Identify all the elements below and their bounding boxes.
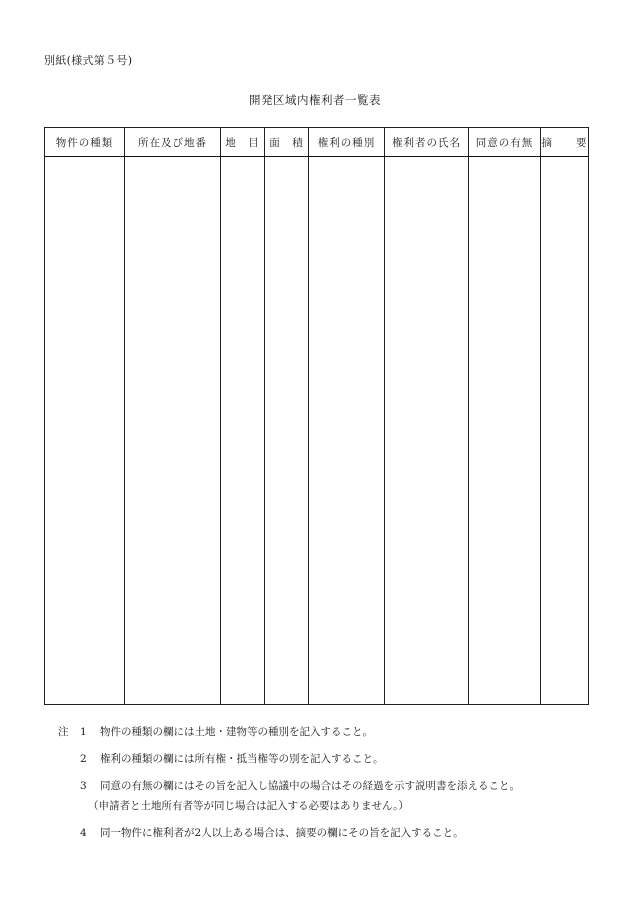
form-number: 別紙(様式第５号) xyxy=(44,54,133,67)
column-header-right-type: 権利の種別 xyxy=(309,128,385,157)
cell-location-lot[interactable] xyxy=(125,157,221,705)
note-3-supplement: （申請者と土地所有者等が同じ場合は記入する必要はありません。） xyxy=(88,800,409,812)
cell-property-type[interactable] xyxy=(45,157,125,705)
note-text: 同意の有無の欄にはその旨を記入し協議中の場合はその経過を示す説明書を添えること。 xyxy=(100,780,520,792)
column-header-location-lot: 所在及び地番 xyxy=(125,128,221,157)
cell-area[interactable] xyxy=(265,157,309,705)
note-item-4 xyxy=(58,825,464,841)
cell-remarks[interactable] xyxy=(541,157,589,705)
document-title: 開発区域内権利者一覧表 xyxy=(249,93,381,107)
note-text: 物件の種類の欄には土地・建物等の種別を記入すること。 xyxy=(100,726,373,738)
cell-consent[interactable] xyxy=(469,157,541,705)
note-number: 1 xyxy=(80,726,87,738)
column-header-remarks: 摘 要 xyxy=(541,128,589,157)
cell-holder-name[interactable] xyxy=(385,157,469,705)
column-header-consent: 同意の有無 xyxy=(469,128,541,157)
note-text: 同一物件に権利者が2人以上ある場合は、摘要の欄にその旨を記入すること。 xyxy=(100,827,464,839)
column-header-holder-name: 権利者の氏名 xyxy=(385,128,469,157)
rights-holder-table xyxy=(44,127,589,705)
table-body-row xyxy=(45,157,589,705)
note-item-2 xyxy=(58,751,384,767)
note-item-1 xyxy=(58,724,373,740)
cell-right-type[interactable] xyxy=(309,157,385,705)
cell-land-category[interactable] xyxy=(221,157,265,705)
note-item-3 xyxy=(58,778,520,794)
table-header-row xyxy=(45,128,589,157)
note-number: 2 xyxy=(80,753,87,765)
note-text: 権利の種類の欄には所有権・抵当権等の別を記入すること。 xyxy=(100,753,384,765)
note-number: 3 xyxy=(80,780,87,792)
note-prefix: 注 xyxy=(58,726,69,738)
note-number: 4 xyxy=(80,827,87,839)
column-header-area: 面 積 xyxy=(265,128,309,157)
column-header-land-category: 地 目 xyxy=(221,128,265,157)
column-header-property-type: 物件の種類 xyxy=(45,128,125,157)
